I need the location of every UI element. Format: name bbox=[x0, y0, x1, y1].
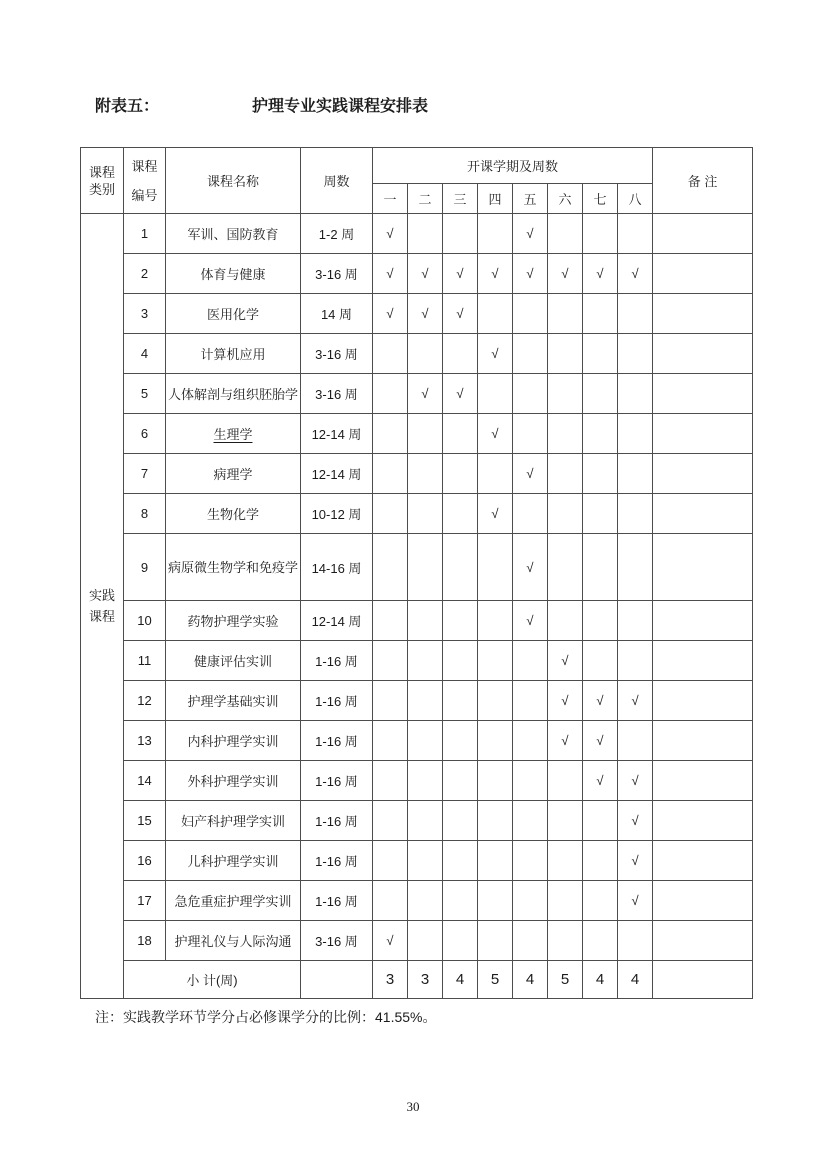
subtotal-value-5: 4 bbox=[513, 961, 548, 999]
table-row bbox=[81, 801, 753, 841]
course-weeks: 3-16 周 bbox=[301, 334, 373, 374]
subtotal-value-6: 5 bbox=[548, 961, 583, 999]
semester-mark-1 bbox=[373, 494, 408, 534]
remark-cell bbox=[653, 374, 753, 414]
semester-mark-5 bbox=[513, 334, 548, 374]
category-cell bbox=[81, 214, 124, 999]
semester-mark-8: √ bbox=[618, 841, 653, 881]
semester-mark-8 bbox=[618, 921, 653, 961]
semester-mark-2: √ bbox=[408, 374, 443, 414]
course-number: 14 bbox=[124, 761, 166, 801]
subtotal-label: 小 计(周) bbox=[124, 961, 301, 999]
table-row bbox=[81, 681, 753, 721]
course-number: 8 bbox=[124, 494, 166, 534]
table-row bbox=[81, 414, 753, 454]
header-semester-7: 七 bbox=[583, 184, 618, 214]
remark-cell bbox=[653, 761, 753, 801]
semester-mark-1 bbox=[373, 334, 408, 374]
course-weeks: 12-14 周 bbox=[301, 601, 373, 641]
semester-mark-3 bbox=[443, 641, 478, 681]
semester-mark-8: √ bbox=[618, 254, 653, 294]
semester-mark-7 bbox=[583, 214, 618, 254]
semester-mark-1: √ bbox=[373, 254, 408, 294]
table-row bbox=[81, 761, 753, 801]
semester-mark-7 bbox=[583, 494, 618, 534]
remark-cell bbox=[653, 641, 753, 681]
semester-mark-1 bbox=[373, 881, 408, 921]
header-semester-6: 六 bbox=[548, 184, 583, 214]
semester-mark-6 bbox=[548, 841, 583, 881]
semester-mark-4 bbox=[478, 641, 513, 681]
course-name: 护理礼仪与人际沟通 bbox=[166, 921, 301, 961]
remark-cell bbox=[653, 921, 753, 961]
semester-mark-8 bbox=[618, 641, 653, 681]
semester-mark-3 bbox=[443, 841, 478, 881]
semester-mark-6 bbox=[548, 294, 583, 334]
course-weeks: 1-16 周 bbox=[301, 881, 373, 921]
semester-mark-5 bbox=[513, 374, 548, 414]
course-weeks: 12-14 周 bbox=[301, 414, 373, 454]
semester-mark-5 bbox=[513, 841, 548, 881]
course-number: 11 bbox=[124, 641, 166, 681]
header-semester-4: 四 bbox=[478, 184, 513, 214]
course-number: 6 bbox=[124, 414, 166, 454]
header-semester-8: 八 bbox=[618, 184, 653, 214]
table-row bbox=[81, 334, 753, 374]
course-number: 3 bbox=[124, 294, 166, 334]
semester-mark-5 bbox=[513, 641, 548, 681]
semester-mark-3: √ bbox=[443, 374, 478, 414]
semester-mark-4 bbox=[478, 721, 513, 761]
semester-mark-2 bbox=[408, 454, 443, 494]
semester-mark-7 bbox=[583, 294, 618, 334]
semester-mark-6: √ bbox=[548, 721, 583, 761]
course-weeks: 1-16 周 bbox=[301, 641, 373, 681]
remark-cell bbox=[653, 454, 753, 494]
course-number: 15 bbox=[124, 801, 166, 841]
semester-mark-2: √ bbox=[408, 294, 443, 334]
remark-cell bbox=[653, 534, 753, 601]
semester-mark-5 bbox=[513, 921, 548, 961]
remark-cell bbox=[653, 334, 753, 374]
course-name: 病原微生物学和免疫学 bbox=[166, 534, 301, 601]
subtotal-value-8: 4 bbox=[618, 961, 653, 999]
semester-mark-8: √ bbox=[618, 801, 653, 841]
course-weeks: 3-16 周 bbox=[301, 254, 373, 294]
semester-mark-1 bbox=[373, 454, 408, 494]
semester-mark-4: √ bbox=[478, 414, 513, 454]
course-number: 4 bbox=[124, 334, 166, 374]
semester-mark-8 bbox=[618, 721, 653, 761]
course-weeks: 1-16 周 bbox=[301, 721, 373, 761]
remark-cell bbox=[653, 414, 753, 454]
table-row bbox=[81, 534, 753, 601]
semester-mark-7: √ bbox=[583, 721, 618, 761]
semester-mark-3 bbox=[443, 881, 478, 921]
remark-cell bbox=[653, 721, 753, 761]
semester-mark-1: √ bbox=[373, 214, 408, 254]
semester-mark-7 bbox=[583, 334, 618, 374]
semester-mark-6 bbox=[548, 881, 583, 921]
semester-mark-7 bbox=[583, 374, 618, 414]
semester-mark-5 bbox=[513, 761, 548, 801]
course-name: 生物化学 bbox=[166, 494, 301, 534]
semester-mark-8: √ bbox=[618, 761, 653, 801]
semester-mark-1 bbox=[373, 641, 408, 681]
course-name: 军训、国防教育 bbox=[166, 214, 301, 254]
course-name: 妇产科护理学实训 bbox=[166, 801, 301, 841]
semester-mark-2 bbox=[408, 921, 443, 961]
semester-mark-3 bbox=[443, 681, 478, 721]
course-weeks: 1-16 周 bbox=[301, 681, 373, 721]
semester-mark-6: √ bbox=[548, 641, 583, 681]
semester-mark-4 bbox=[478, 601, 513, 641]
semester-mark-5: √ bbox=[513, 254, 548, 294]
semester-mark-7 bbox=[583, 841, 618, 881]
semester-mark-4 bbox=[478, 454, 513, 494]
semester-mark-3: √ bbox=[443, 294, 478, 334]
semester-mark-1 bbox=[373, 841, 408, 881]
remark-cell bbox=[653, 841, 753, 881]
semester-mark-3 bbox=[443, 601, 478, 641]
subtotal-value-3: 4 bbox=[443, 961, 478, 999]
semester-mark-6 bbox=[548, 494, 583, 534]
semester-mark-4 bbox=[478, 921, 513, 961]
semester-mark-5: √ bbox=[513, 534, 548, 601]
semester-mark-2 bbox=[408, 641, 443, 681]
semester-mark-7: √ bbox=[583, 761, 618, 801]
semester-mark-5 bbox=[513, 294, 548, 334]
remark-cell bbox=[653, 681, 753, 721]
semester-mark-7 bbox=[583, 881, 618, 921]
header-remarks: 备 注 bbox=[653, 148, 753, 214]
course-weeks: 1-16 周 bbox=[301, 801, 373, 841]
course-name: 病理学 bbox=[166, 454, 301, 494]
semester-mark-3 bbox=[443, 334, 478, 374]
course-name: 护理学基础实训 bbox=[166, 681, 301, 721]
semester-mark-3 bbox=[443, 721, 478, 761]
semester-mark-3 bbox=[443, 414, 478, 454]
semester-mark-8 bbox=[618, 494, 653, 534]
course-weeks: 1-16 周 bbox=[301, 841, 373, 881]
header-semester-2: 二 bbox=[408, 184, 443, 214]
semester-mark-6 bbox=[548, 414, 583, 454]
semester-mark-2 bbox=[408, 534, 443, 601]
semester-mark-1 bbox=[373, 414, 408, 454]
subtotal-row bbox=[81, 961, 753, 999]
semester-mark-5 bbox=[513, 494, 548, 534]
semester-mark-3 bbox=[443, 921, 478, 961]
semester-mark-5: √ bbox=[513, 454, 548, 494]
course-number: 16 bbox=[124, 841, 166, 881]
semester-mark-7 bbox=[583, 601, 618, 641]
semester-mark-3 bbox=[443, 801, 478, 841]
semester-mark-4 bbox=[478, 841, 513, 881]
semester-mark-7 bbox=[583, 454, 618, 494]
semester-mark-8 bbox=[618, 534, 653, 601]
semester-mark-7: √ bbox=[583, 254, 618, 294]
semester-mark-4 bbox=[478, 294, 513, 334]
semester-mark-7 bbox=[583, 921, 618, 961]
header-semester-1: 一 bbox=[373, 184, 408, 214]
subtotal-weeks bbox=[301, 961, 373, 999]
semester-mark-7: √ bbox=[583, 681, 618, 721]
table-row bbox=[81, 374, 753, 414]
doc-title-prefix: 附表五： bbox=[95, 98, 160, 115]
course-name: 计算机应用 bbox=[166, 334, 301, 374]
semester-mark-2 bbox=[408, 334, 443, 374]
semester-mark-8 bbox=[618, 214, 653, 254]
doc-title bbox=[95, 93, 428, 116]
course-weeks: 14 周 bbox=[301, 294, 373, 334]
table-row bbox=[81, 214, 753, 254]
semester-mark-3: √ bbox=[443, 254, 478, 294]
semester-mark-5 bbox=[513, 681, 548, 721]
subtotal-value-4: 5 bbox=[478, 961, 513, 999]
semester-mark-4 bbox=[478, 881, 513, 921]
course-name: 体育与健康 bbox=[166, 254, 301, 294]
semester-mark-4: √ bbox=[478, 334, 513, 374]
course-weeks: 14-16 周 bbox=[301, 534, 373, 601]
semester-mark-2 bbox=[408, 801, 443, 841]
page-number: 30 bbox=[406, 1099, 420, 1114]
semester-mark-2 bbox=[408, 881, 443, 921]
course-weeks: 3-16 周 bbox=[301, 374, 373, 414]
remark-cell bbox=[653, 601, 753, 641]
semester-mark-4 bbox=[478, 801, 513, 841]
semester-mark-2 bbox=[408, 414, 443, 454]
table-row bbox=[81, 721, 753, 761]
semester-mark-4 bbox=[478, 681, 513, 721]
header-category: 课程 类别 bbox=[81, 148, 124, 214]
header-course-number: 课程 编号 bbox=[124, 148, 166, 214]
semester-mark-1 bbox=[373, 801, 408, 841]
semester-mark-6 bbox=[548, 534, 583, 601]
semester-mark-1 bbox=[373, 601, 408, 641]
remark-cell bbox=[653, 494, 753, 534]
subtotal-remark bbox=[653, 961, 753, 999]
header-semester-group: 开课学期及周数 bbox=[373, 148, 653, 184]
semester-mark-4 bbox=[478, 214, 513, 254]
semester-mark-8 bbox=[618, 414, 653, 454]
semester-mark-4: √ bbox=[478, 254, 513, 294]
semester-mark-1 bbox=[373, 681, 408, 721]
course-number: 12 bbox=[124, 681, 166, 721]
semester-mark-2: √ bbox=[408, 254, 443, 294]
course-name: 儿科护理学实训 bbox=[166, 841, 301, 881]
semester-mark-4: √ bbox=[478, 494, 513, 534]
course-name: 人体解剖与组织胚胎学 bbox=[166, 374, 301, 414]
semester-mark-6 bbox=[548, 601, 583, 641]
semester-mark-4 bbox=[478, 374, 513, 414]
doc-title-main: 护理专业实践课程安排表 bbox=[252, 98, 429, 115]
semester-mark-6 bbox=[548, 334, 583, 374]
table-row bbox=[81, 294, 753, 334]
table-row bbox=[81, 881, 753, 921]
semester-mark-1 bbox=[373, 761, 408, 801]
header-semester-3: 三 bbox=[443, 184, 478, 214]
course-name: 药物护理学实验 bbox=[166, 601, 301, 641]
semester-mark-2 bbox=[408, 721, 443, 761]
remark-cell bbox=[653, 254, 753, 294]
semester-mark-4 bbox=[478, 534, 513, 601]
course-name: 外科护理学实训 bbox=[166, 761, 301, 801]
category-label-line: 实践 bbox=[88, 588, 115, 603]
semester-mark-5 bbox=[513, 414, 548, 454]
semester-mark-6 bbox=[548, 454, 583, 494]
remark-cell bbox=[653, 881, 753, 921]
semester-mark-7 bbox=[583, 801, 618, 841]
table-row bbox=[81, 494, 753, 534]
semester-mark-6 bbox=[548, 761, 583, 801]
table-row bbox=[81, 841, 753, 881]
semester-mark-2 bbox=[408, 841, 443, 881]
semester-mark-7 bbox=[583, 641, 618, 681]
table-row bbox=[81, 641, 753, 681]
semester-mark-8: √ bbox=[618, 681, 653, 721]
footnote: 注：实践教学环节学分占必修课学分的比例：41.55%。 bbox=[95, 1009, 437, 1025]
course-number: 17 bbox=[124, 881, 166, 921]
course-weeks: 1-16 周 bbox=[301, 761, 373, 801]
semester-mark-6 bbox=[548, 374, 583, 414]
category-label-line: 课程 bbox=[88, 609, 115, 624]
semester-mark-3 bbox=[443, 454, 478, 494]
semester-mark-1 bbox=[373, 374, 408, 414]
table-row bbox=[81, 921, 753, 961]
course-name: 生理学 bbox=[166, 414, 301, 454]
course-number: 10 bbox=[124, 601, 166, 641]
semester-mark-6 bbox=[548, 801, 583, 841]
semester-mark-8 bbox=[618, 334, 653, 374]
course-weeks: 12-14 周 bbox=[301, 454, 373, 494]
semester-mark-6 bbox=[548, 214, 583, 254]
semester-mark-7 bbox=[583, 414, 618, 454]
semester-mark-3 bbox=[443, 494, 478, 534]
course-name: 急危重症护理学实训 bbox=[166, 881, 301, 921]
remark-cell bbox=[653, 294, 753, 334]
course-number: 18 bbox=[124, 921, 166, 961]
course-number: 2 bbox=[124, 254, 166, 294]
semester-mark-5: √ bbox=[513, 214, 548, 254]
course-number: 1 bbox=[124, 214, 166, 254]
course-name: 内科护理学实训 bbox=[166, 721, 301, 761]
course-weeks: 3-16 周 bbox=[301, 921, 373, 961]
semester-mark-6: √ bbox=[548, 254, 583, 294]
header-weeks: 周数 bbox=[301, 148, 373, 214]
semester-mark-1: √ bbox=[373, 294, 408, 334]
semester-mark-8 bbox=[618, 374, 653, 414]
header-semester-5: 五 bbox=[513, 184, 548, 214]
semester-mark-2 bbox=[408, 494, 443, 534]
semester-mark-5 bbox=[513, 801, 548, 841]
table-row bbox=[81, 454, 753, 494]
subtotal-value-2: 3 bbox=[408, 961, 443, 999]
semester-mark-2 bbox=[408, 681, 443, 721]
semester-mark-2 bbox=[408, 214, 443, 254]
semester-mark-3 bbox=[443, 534, 478, 601]
semester-mark-4 bbox=[478, 761, 513, 801]
subtotal-value-7: 4 bbox=[583, 961, 618, 999]
semester-mark-1 bbox=[373, 721, 408, 761]
semester-mark-7 bbox=[583, 534, 618, 601]
semester-mark-8 bbox=[618, 454, 653, 494]
course-schedule-table bbox=[80, 147, 753, 999]
semester-mark-5 bbox=[513, 721, 548, 761]
semester-mark-5 bbox=[513, 881, 548, 921]
remark-cell bbox=[653, 214, 753, 254]
header-course-name: 课程名称 bbox=[166, 148, 301, 214]
semester-mark-8 bbox=[618, 601, 653, 641]
semester-mark-6: √ bbox=[548, 681, 583, 721]
course-name: 医用化学 bbox=[166, 294, 301, 334]
table-row bbox=[81, 254, 753, 294]
table-row bbox=[81, 601, 753, 641]
semester-mark-1 bbox=[373, 534, 408, 601]
course-number: 9 bbox=[124, 534, 166, 601]
remark-cell bbox=[653, 801, 753, 841]
course-number: 7 bbox=[124, 454, 166, 494]
semester-mark-3 bbox=[443, 761, 478, 801]
course-number: 5 bbox=[124, 374, 166, 414]
course-name: 健康评估实训 bbox=[166, 641, 301, 681]
subtotal-value-1: 3 bbox=[373, 961, 408, 999]
course-number: 13 bbox=[124, 721, 166, 761]
semester-mark-2 bbox=[408, 761, 443, 801]
semester-mark-6 bbox=[548, 921, 583, 961]
semester-mark-8 bbox=[618, 294, 653, 334]
semester-mark-8: √ bbox=[618, 881, 653, 921]
course-weeks: 10-12 周 bbox=[301, 494, 373, 534]
semester-mark-2 bbox=[408, 601, 443, 641]
semester-mark-1: √ bbox=[373, 921, 408, 961]
semester-mark-3 bbox=[443, 214, 478, 254]
course-weeks: 1-2 周 bbox=[301, 214, 373, 254]
semester-mark-5: √ bbox=[513, 601, 548, 641]
